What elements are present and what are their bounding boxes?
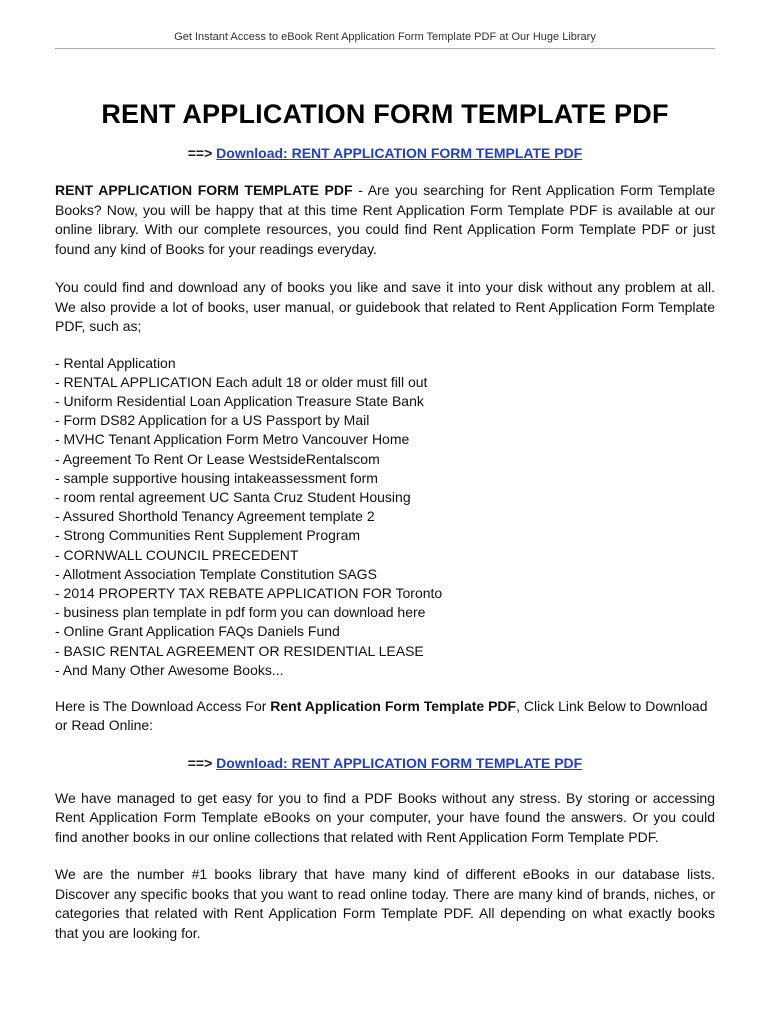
list-item: - Rental Application (55, 354, 176, 371)
download-line-bottom (55, 754, 715, 772)
access-text-after: , Click Link Below to Download or Read Online: (55, 697, 708, 734)
list-item: - 2014 PROPERTY TAX REBATE APPLICATION FOR Toronto (55, 584, 443, 601)
intro-text: - Are you searching for Rent Application Form Template Books? Now, you will be happy that at this time Rent Application Form Template PDF is available at our online library. With our complete resources, you could find Rent Application Form Template PDF or just found any kind of Books for your readings everyday. (55, 182, 715, 257)
library-paragraph: We are the number #1 books library that have many kind of different eBooks in our database lists. Discover any specific books that you want to read online today. There are many kind of brands, niches, or categories that related with Rent Application Form Template PDF. All depending on what exactly books that you are looking for. (55, 866, 715, 941)
intro-paragraph (55, 181, 715, 259)
page-header (55, 31, 715, 49)
book-list (55, 354, 715, 680)
list-item: - Uniform Residential Loan Application Treasure State Bank (55, 392, 424, 409)
list-item: - RENTAL APPLICATION Each adult 18 or older must fill out (55, 373, 428, 390)
download-access-paragraph (55, 697, 715, 736)
list-item: - Strong Communities Rent Supplement Program (55, 527, 361, 544)
list-item: - MVHC Tenant Application Form Metro Vancouver Home (55, 431, 410, 448)
page-title: RENT APPLICATION FORM TEMPLATE PDF (101, 99, 669, 129)
list-item: - CORNWALL COUNCIL PRECEDENT (55, 546, 299, 563)
download-link-top[interactable]: Download: RENT APPLICATION FORM TEMPLATE PDF (216, 145, 583, 161)
list-item: - Assured Shorthold Tenancy Agreement template 2 (55, 508, 375, 525)
related-books-paragraph: You could find and download any of books you like and save it into your disk without any problem at all. We also provide a lot of books, user manual, or guidebook that related to Rent Application Form Template PDF, such as; (55, 279, 715, 334)
easy-find-paragraph: We have managed to get easy for you to find a PDF Books without any stress. By storing or accessing Rent Application Form Template eBooks on your computer, your have found the answers. Or you could find another books in our online collections that related with Rent Application Form Template PDF. (55, 789, 715, 845)
download-line-top (55, 144, 715, 162)
list-item: - room rental agreement UC Santa Cruz Student Housing (55, 488, 411, 505)
arrow-marker: ==> (187, 754, 213, 771)
download-link-bottom[interactable]: Download: RENT APPLICATION FORM TEMPLATE PDF (216, 754, 583, 771)
intro-bold-lead: RENT APPLICATION FORM TEMPLATE PDF (55, 182, 353, 198)
list-item: - Online Grant Application FAQs Daniels Fund (55, 623, 340, 640)
list-item: - And Many Other Awesome Books... (55, 661, 284, 678)
list-item: - Allotment Association Template Constitution SAGS (55, 565, 377, 582)
access-text-before: Here is The Download Access For (55, 697, 271, 714)
header-banner-text: Get Instant Access to eBook Rent Application Form Template PDF at Our Huge Library (174, 31, 596, 43)
list-item: - business plan template in pdf form you can download here (55, 604, 426, 621)
list-item: - sample supportive housing intakeassessment form (55, 469, 378, 486)
list-item: - BASIC RENTAL AGREEMENT OR RESIDENTIAL LEASE (55, 642, 424, 659)
list-item: - Form DS82 Application for a US Passport by Mail (55, 412, 370, 429)
arrow-marker: ==> (187, 145, 213, 161)
access-bold-title: Rent Application Form Template PDF (270, 697, 517, 714)
list-item: - Agreement To Rent Or Lease WestsideRentalscom (55, 450, 380, 467)
